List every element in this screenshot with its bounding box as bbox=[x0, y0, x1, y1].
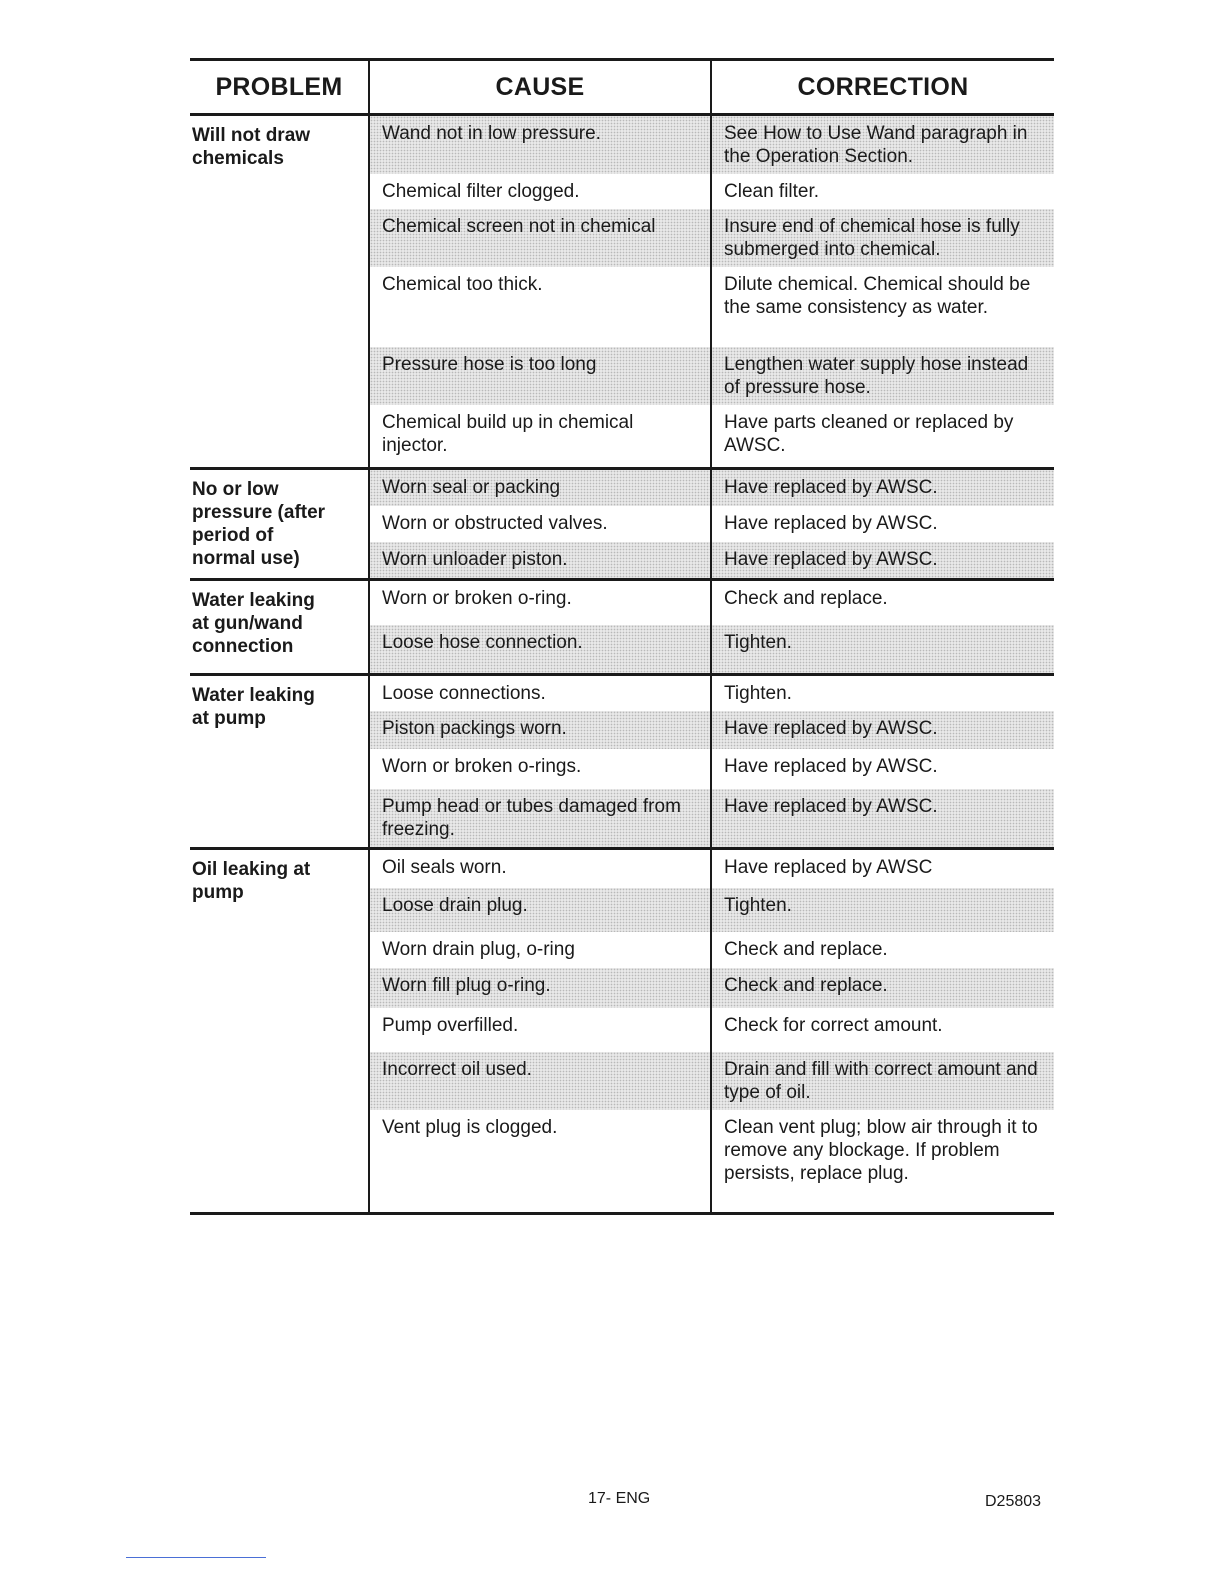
table-row bbox=[368, 1110, 1054, 1212]
problem-group bbox=[190, 847, 1054, 1212]
cause-cell: Worn or broken o-ring. bbox=[368, 581, 710, 625]
cause-cell: Chemical too thick. bbox=[368, 267, 710, 347]
table-row bbox=[368, 347, 1054, 405]
problem-group bbox=[190, 673, 1054, 847]
table-row bbox=[368, 542, 1054, 578]
problem-cell bbox=[190, 581, 368, 673]
cause-correction-rows bbox=[368, 676, 1054, 847]
problem-cell bbox=[190, 116, 368, 467]
cause-cell: Worn unloader piston. bbox=[368, 542, 710, 578]
table-row bbox=[368, 850, 1054, 888]
table-row bbox=[368, 789, 1054, 847]
table-row bbox=[368, 932, 1054, 968]
correction-cell: Check and replace. bbox=[710, 932, 1054, 968]
problem-cell bbox=[190, 850, 368, 1212]
problem-column-header: PROBLEM bbox=[215, 72, 343, 101]
correction-cell: Have replaced by AWSC. bbox=[710, 711, 1054, 749]
page-number: 17- ENG bbox=[588, 1490, 651, 1507]
correction-column-header: CORRECTION bbox=[710, 61, 1054, 113]
table-row bbox=[368, 888, 1054, 932]
correction-cell: Have replaced by AWSC. bbox=[710, 506, 1054, 542]
cause-cell: Worn or obstructed valves. bbox=[368, 506, 710, 542]
cause-cell: Oil seals worn. bbox=[368, 850, 710, 888]
problem-cell bbox=[190, 470, 368, 578]
cause-cell: Pump head or tubes damaged from freezing. bbox=[368, 789, 710, 847]
correction-cell: Tighten. bbox=[710, 676, 1054, 711]
problem-text: No or low pressure (after period of normal use) bbox=[192, 479, 326, 569]
cause-cell: Worn fill plug o-ring. bbox=[368, 968, 710, 1008]
troubleshooting-table bbox=[190, 58, 1054, 1215]
problem-group bbox=[190, 467, 1054, 578]
cause-cell: Worn seal or packing bbox=[368, 470, 710, 506]
cause-correction-rows bbox=[368, 116, 1054, 467]
correction-cell: Drain and fill with correct amount and type of oil. bbox=[710, 1052, 1054, 1110]
table-row bbox=[368, 749, 1054, 789]
footer-divider bbox=[126, 1557, 266, 1558]
cause-cell: Wand not in low pressure. bbox=[368, 116, 710, 174]
cause-cell: Vent plug is clogged. bbox=[368, 1110, 710, 1212]
table-row bbox=[368, 209, 1054, 267]
correction-cell: Have replaced by AWSC. bbox=[710, 789, 1054, 847]
table-row bbox=[368, 267, 1054, 347]
cause-column-header: CAUSE bbox=[368, 61, 710, 113]
table-row bbox=[368, 625, 1054, 673]
correction-cell: Have replaced by AWSC. bbox=[710, 749, 1054, 789]
cause-correction-rows bbox=[368, 850, 1054, 1212]
correction-cell: Check and replace. bbox=[710, 581, 1054, 625]
correction-cell: See How to Use Wand paragraph in the Operation Section. bbox=[710, 116, 1054, 174]
cause-cell: Loose hose connection. bbox=[368, 625, 710, 673]
table-header bbox=[190, 58, 1054, 113]
correction-cell: Clean vent plug; blow air through it to remove any blockage. If problem persists, replace plug. bbox=[710, 1110, 1054, 1212]
cause-correction-rows bbox=[368, 581, 1054, 673]
table-row bbox=[368, 174, 1054, 209]
cause-correction-rows bbox=[368, 470, 1054, 578]
table-row bbox=[368, 968, 1054, 1008]
table-row bbox=[368, 470, 1054, 506]
table-row bbox=[368, 711, 1054, 749]
problem-text: Water leaking at gun/wand connection bbox=[192, 590, 315, 657]
table-row bbox=[368, 1052, 1054, 1110]
table-row bbox=[368, 405, 1054, 467]
cause-cell: Worn or broken o-rings. bbox=[368, 749, 710, 789]
table-row bbox=[368, 581, 1054, 625]
correction-cell: Tighten. bbox=[710, 625, 1054, 673]
cause-cell: Pressure hose is too long bbox=[368, 347, 710, 405]
correction-cell: Check for correct amount. bbox=[710, 1008, 1054, 1052]
problem-group bbox=[190, 113, 1054, 467]
cause-cell: Chemical screen not in chemical bbox=[368, 209, 710, 267]
correction-cell: Have replaced by AWSC. bbox=[710, 470, 1054, 506]
correction-cell: Dilute chemical. Chemical should be the same consistency as water. bbox=[710, 267, 1054, 347]
table-row bbox=[368, 1008, 1054, 1052]
cause-cell: Loose connections. bbox=[368, 676, 710, 711]
correction-cell: Clean filter. bbox=[710, 174, 1054, 209]
correction-cell: Insure end of chemical hose is fully submerged into chemical. bbox=[710, 209, 1054, 267]
table-body bbox=[190, 113, 1054, 1212]
cause-cell: Worn drain plug, o-ring bbox=[368, 932, 710, 968]
correction-cell: Have parts cleaned or replaced by AWSC. bbox=[710, 405, 1054, 467]
table-row bbox=[368, 676, 1054, 711]
table-row bbox=[368, 116, 1054, 174]
problem-text: Will not draw chemicals bbox=[192, 125, 311, 169]
problem-text: Oil leaking at pump bbox=[192, 859, 311, 903]
problem-group bbox=[190, 578, 1054, 673]
table-bottom-rule bbox=[190, 1212, 1054, 1215]
cause-cell: Incorrect oil used. bbox=[368, 1052, 710, 1110]
cause-cell: Piston packings worn. bbox=[368, 711, 710, 749]
correction-cell: Have replaced by AWSC. bbox=[710, 542, 1054, 578]
table-row bbox=[368, 506, 1054, 542]
cause-cell: Pump overfilled. bbox=[368, 1008, 710, 1052]
problem-text: Water leaking at pump bbox=[192, 685, 315, 729]
correction-cell: Have replaced by AWSC bbox=[710, 850, 1054, 888]
cause-cell: Loose drain plug. bbox=[368, 888, 710, 932]
document-code: D25803 bbox=[985, 1493, 1042, 1510]
cause-cell: Chemical build up in chemical injector. bbox=[368, 405, 710, 467]
correction-cell: Tighten. bbox=[710, 888, 1054, 932]
correction-cell: Lengthen water supply hose instead of pressure hose. bbox=[710, 347, 1054, 405]
cause-cell: Chemical filter clogged. bbox=[368, 174, 710, 209]
problem-cell bbox=[190, 676, 368, 847]
correction-cell: Check and replace. bbox=[710, 968, 1054, 1008]
